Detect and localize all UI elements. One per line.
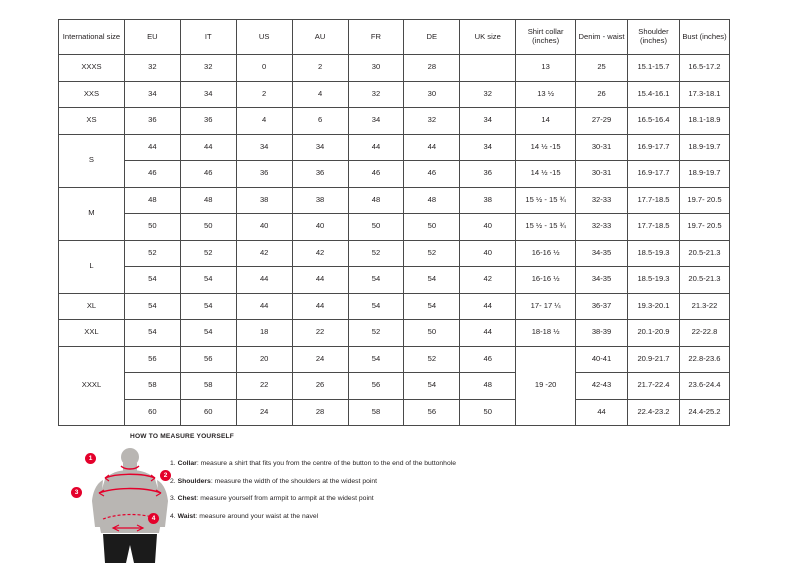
table-cell: 44 bbox=[180, 134, 236, 161]
measure-note bbox=[170, 460, 590, 467]
note-term: Collar bbox=[177, 460, 197, 467]
table-cell: 18.9-19.7 bbox=[679, 161, 729, 188]
table-cell: 36 bbox=[236, 161, 292, 188]
table-cell: 46 bbox=[404, 161, 460, 188]
table-cell: 15 ½ - 15 ¾ bbox=[516, 214, 576, 241]
table-cell: 2 bbox=[236, 81, 292, 108]
table-cell: 36 bbox=[180, 108, 236, 135]
note-text: : measure the width of the shoulders at the widest point bbox=[210, 477, 378, 485]
table-cell: 52 bbox=[348, 240, 404, 267]
table-cell: 52 bbox=[348, 320, 404, 347]
column-header-uk-size: UK size bbox=[460, 20, 516, 55]
note-text: : measure around your waist at the navel bbox=[195, 512, 319, 520]
table-cell: 54 bbox=[180, 293, 236, 320]
table-cell: 22 bbox=[292, 320, 348, 347]
table-cell: 44 bbox=[576, 399, 628, 426]
table-cell: 13 bbox=[516, 55, 576, 82]
cell-international-size: XXL bbox=[59, 320, 125, 347]
table-cell: 32 bbox=[348, 81, 404, 108]
table-cell: 34 bbox=[460, 108, 516, 135]
table-cell: 54 bbox=[348, 346, 404, 373]
table-cell: 18.1-18.9 bbox=[679, 108, 729, 135]
table-cell: 44 bbox=[124, 134, 180, 161]
table-cell: 17.3-18.1 bbox=[679, 81, 729, 108]
table-cell: 40 bbox=[292, 214, 348, 241]
table-cell: 56 bbox=[404, 399, 460, 426]
table-cell: 58 bbox=[348, 399, 404, 426]
table-row bbox=[59, 187, 730, 214]
table-row bbox=[59, 267, 730, 294]
table-cell: 38 bbox=[460, 187, 516, 214]
cell-international-size: XXXL bbox=[59, 346, 125, 426]
table-cell: 54 bbox=[348, 267, 404, 294]
table-cell: 36 bbox=[460, 161, 516, 188]
table-cell: 30-31 bbox=[576, 161, 628, 188]
table-cell bbox=[460, 55, 516, 82]
table-cell: 20.1-20.9 bbox=[628, 320, 680, 347]
table-cell: 18.5-19.3 bbox=[628, 240, 680, 267]
table-cell: 54 bbox=[124, 320, 180, 347]
table-cell: 22.8-23.6 bbox=[679, 346, 729, 373]
table-cell: 32 bbox=[404, 108, 460, 135]
cell-international-size: XS bbox=[59, 108, 125, 135]
table-cell: 42 bbox=[460, 267, 516, 294]
table-cell: 50 bbox=[124, 214, 180, 241]
table-cell: 54 bbox=[404, 373, 460, 400]
table-cell: 34 bbox=[348, 108, 404, 135]
table-cell: 44 bbox=[348, 134, 404, 161]
measure-note bbox=[170, 495, 590, 502]
column-header-de: DE bbox=[404, 20, 460, 55]
table-cell: 40 bbox=[460, 240, 516, 267]
table-cell: 48 bbox=[124, 187, 180, 214]
table-cell: 15 ½ - 15 ¾ bbox=[516, 187, 576, 214]
column-header-au: AU bbox=[292, 20, 348, 55]
note-text: : measure a shirt that fits you from the centre of the button to the end of the buttonhole bbox=[196, 460, 457, 467]
table-cell: 13 ½ bbox=[516, 81, 576, 108]
table-cell: 46 bbox=[460, 346, 516, 373]
table-cell: 16.5-16.4 bbox=[628, 108, 680, 135]
table-cell: 42-43 bbox=[576, 373, 628, 400]
table-row bbox=[59, 55, 730, 82]
table-cell: 28 bbox=[292, 399, 348, 426]
cell-international-size: S bbox=[59, 134, 125, 187]
table-cell: 46 bbox=[124, 161, 180, 188]
column-header-fr: FR bbox=[348, 20, 404, 55]
column-header-shoulder: Shoulder (inches) bbox=[628, 20, 680, 55]
table-cell: 32-33 bbox=[576, 187, 628, 214]
table-cell: 52 bbox=[180, 240, 236, 267]
callout-marker-2: 2 bbox=[160, 470, 171, 481]
table-cell: 36 bbox=[124, 108, 180, 135]
table-body bbox=[59, 55, 730, 426]
measure-note bbox=[170, 478, 590, 485]
note-term: Shoulders bbox=[177, 477, 211, 485]
table-cell: 44 bbox=[404, 134, 460, 161]
table-cell: 32 bbox=[180, 55, 236, 82]
table-cell: 36 bbox=[292, 161, 348, 188]
table-cell: 54 bbox=[124, 293, 180, 320]
cell-international-size: M bbox=[59, 187, 125, 240]
table-cell: 14 ½ -15 bbox=[516, 134, 576, 161]
table-cell: 56 bbox=[124, 346, 180, 373]
table-cell: 40-41 bbox=[576, 346, 628, 373]
table-cell: 60 bbox=[124, 399, 180, 426]
table-cell: 18.9-19.7 bbox=[679, 134, 729, 161]
table-cell: 27-29 bbox=[576, 108, 628, 135]
table-cell: 20.5-21.3 bbox=[679, 267, 729, 294]
table-cell: 4 bbox=[236, 108, 292, 135]
table-cell: 24 bbox=[292, 346, 348, 373]
table-cell: 32 bbox=[124, 55, 180, 82]
note-number: 2. bbox=[170, 477, 176, 485]
table-cell: 24.4-25.2 bbox=[679, 399, 729, 426]
table-cell: 40 bbox=[236, 214, 292, 241]
table-cell: 19.3-20.1 bbox=[628, 293, 680, 320]
table-cell: 25 bbox=[576, 55, 628, 82]
table-cell: 20.5-21.3 bbox=[679, 240, 729, 267]
table-cell: 20.9-21.7 bbox=[628, 346, 680, 373]
table-cell: 15.4-16.1 bbox=[628, 81, 680, 108]
table-cell: 30-31 bbox=[576, 134, 628, 161]
table-cell: 54 bbox=[348, 293, 404, 320]
table-cell: 18-18 ½ bbox=[516, 320, 576, 347]
table-cell: 22 bbox=[236, 373, 292, 400]
cell-shirt-collar: 19 -20 bbox=[516, 346, 576, 426]
table-cell: 52 bbox=[404, 240, 460, 267]
table-cell: 19.7- 20.5 bbox=[679, 187, 729, 214]
table-cell: 15.1-15.7 bbox=[628, 55, 680, 82]
table-cell: 16-16 ½ bbox=[516, 267, 576, 294]
table-cell: 21.7-22.4 bbox=[628, 373, 680, 400]
table-cell: 30 bbox=[348, 55, 404, 82]
table-cell: 30 bbox=[404, 81, 460, 108]
table-cell: 20 bbox=[236, 346, 292, 373]
table-cell: 38 bbox=[292, 187, 348, 214]
table-cell: 34-35 bbox=[576, 240, 628, 267]
table-cell: 4 bbox=[292, 81, 348, 108]
table-cell: 22-22.8 bbox=[679, 320, 729, 347]
table-cell: 58 bbox=[124, 373, 180, 400]
table-row bbox=[59, 320, 730, 347]
table-row bbox=[59, 108, 730, 135]
table-cell: 17.7-18.5 bbox=[628, 187, 680, 214]
table-row bbox=[59, 373, 730, 400]
column-header-it: IT bbox=[180, 20, 236, 55]
table-cell: 50 bbox=[460, 399, 516, 426]
table-cell: 23.6-24.4 bbox=[679, 373, 729, 400]
cell-international-size: XL bbox=[59, 293, 125, 320]
table-cell: 44 bbox=[292, 267, 348, 294]
column-header-international-size: International size bbox=[59, 20, 125, 55]
table-cell: 50 bbox=[348, 214, 404, 241]
table-cell: 34 bbox=[180, 81, 236, 108]
table-cell: 28 bbox=[404, 55, 460, 82]
table-cell: 42 bbox=[292, 240, 348, 267]
size-chart-table bbox=[58, 19, 730, 426]
table-cell: 48 bbox=[348, 187, 404, 214]
table-cell: 44 bbox=[460, 293, 516, 320]
table-cell: 18.5-19.3 bbox=[628, 267, 680, 294]
table-cell: 16.9-17.7 bbox=[628, 161, 680, 188]
table-cell: 38 bbox=[236, 187, 292, 214]
table-cell: 34 bbox=[460, 134, 516, 161]
table-cell: 2 bbox=[292, 55, 348, 82]
table-cell: 17- 17 ¼ bbox=[516, 293, 576, 320]
column-header-eu: EU bbox=[124, 20, 180, 55]
table-cell: 58 bbox=[180, 373, 236, 400]
table-row bbox=[59, 293, 730, 320]
measure-note bbox=[170, 513, 590, 520]
table-cell: 16.9-17.7 bbox=[628, 134, 680, 161]
table-cell: 32 bbox=[460, 81, 516, 108]
table-cell: 21.3-22 bbox=[679, 293, 729, 320]
cell-international-size: XXXS bbox=[59, 55, 125, 82]
cell-international-size: L bbox=[59, 240, 125, 293]
note-number: 4. bbox=[170, 512, 176, 520]
note-text: : measure yourself from armpit to armpit at the widest point bbox=[196, 495, 374, 503]
table-cell: 17.7-18.5 bbox=[628, 214, 680, 241]
table-cell: 16.5-17.2 bbox=[679, 55, 729, 82]
note-term: Waist bbox=[177, 512, 196, 520]
table-cell: 44 bbox=[292, 293, 348, 320]
table-cell: 50 bbox=[404, 320, 460, 347]
table-cell: 54 bbox=[404, 267, 460, 294]
table-cell: 14 ½ -15 bbox=[516, 161, 576, 188]
table-cell: 44 bbox=[460, 320, 516, 347]
table-cell: 18 bbox=[236, 320, 292, 347]
callout-marker-3: 3 bbox=[71, 487, 82, 498]
table-cell: 50 bbox=[404, 214, 460, 241]
table-header-row bbox=[59, 20, 730, 55]
column-header-us: US bbox=[236, 20, 292, 55]
table-row bbox=[59, 240, 730, 267]
table-cell: 60 bbox=[180, 399, 236, 426]
table-cell: 0 bbox=[236, 55, 292, 82]
body-diagram bbox=[75, 445, 185, 566]
table-cell: 54 bbox=[124, 267, 180, 294]
table-row bbox=[59, 399, 730, 426]
table-cell: 38-39 bbox=[576, 320, 628, 347]
table-cell: 19.7- 20.5 bbox=[679, 214, 729, 241]
callout-marker-4: 4 bbox=[148, 513, 159, 524]
measure-notes bbox=[170, 460, 590, 531]
table-cell: 34 bbox=[124, 81, 180, 108]
table-cell: 26 bbox=[292, 373, 348, 400]
table-cell: 34 bbox=[236, 134, 292, 161]
note-term: Chest bbox=[177, 495, 197, 503]
table-cell: 16-16 ½ bbox=[516, 240, 576, 267]
table-cell: 46 bbox=[348, 161, 404, 188]
table-cell: 48 bbox=[404, 187, 460, 214]
note-number: 1. bbox=[170, 460, 176, 467]
column-header-denim-waist: Denim - waist bbox=[576, 20, 628, 55]
table-cell: 54 bbox=[404, 293, 460, 320]
table-cell: 6 bbox=[292, 108, 348, 135]
table-cell: 26 bbox=[576, 81, 628, 108]
table-cell: 52 bbox=[124, 240, 180, 267]
table-row bbox=[59, 214, 730, 241]
table-cell: 36-37 bbox=[576, 293, 628, 320]
table-cell: 22.4-23.2 bbox=[628, 399, 680, 426]
table-cell: 24 bbox=[236, 399, 292, 426]
table-cell: 48 bbox=[180, 187, 236, 214]
how-to-measure-title: HOW TO MEASURE YOURSELF bbox=[130, 433, 235, 440]
table-cell: 42 bbox=[236, 240, 292, 267]
table-cell: 40 bbox=[460, 214, 516, 241]
table-cell: 14 bbox=[516, 108, 576, 135]
column-header-bust: Bust (inches) bbox=[679, 20, 729, 55]
table-cell: 46 bbox=[180, 161, 236, 188]
table-cell: 44 bbox=[236, 293, 292, 320]
column-header-shirt-collar: Shirt collar (inches) bbox=[516, 20, 576, 55]
table-cell: 54 bbox=[180, 320, 236, 347]
table-cell: 32-33 bbox=[576, 214, 628, 241]
table-cell: 52 bbox=[404, 346, 460, 373]
table-cell: 34-35 bbox=[576, 267, 628, 294]
callout-marker-1: 1 bbox=[85, 453, 96, 464]
table-cell: 54 bbox=[180, 267, 236, 294]
table-row bbox=[59, 81, 730, 108]
table-row bbox=[59, 346, 730, 373]
table-cell: 56 bbox=[180, 346, 236, 373]
table-row bbox=[59, 161, 730, 188]
table-cell: 44 bbox=[236, 267, 292, 294]
table-cell: 34 bbox=[292, 134, 348, 161]
table-cell: 50 bbox=[180, 214, 236, 241]
table-cell: 48 bbox=[460, 373, 516, 400]
cell-international-size: XXS bbox=[59, 81, 125, 108]
table-row bbox=[59, 134, 730, 161]
note-number: 3. bbox=[170, 495, 176, 503]
table-cell: 56 bbox=[348, 373, 404, 400]
